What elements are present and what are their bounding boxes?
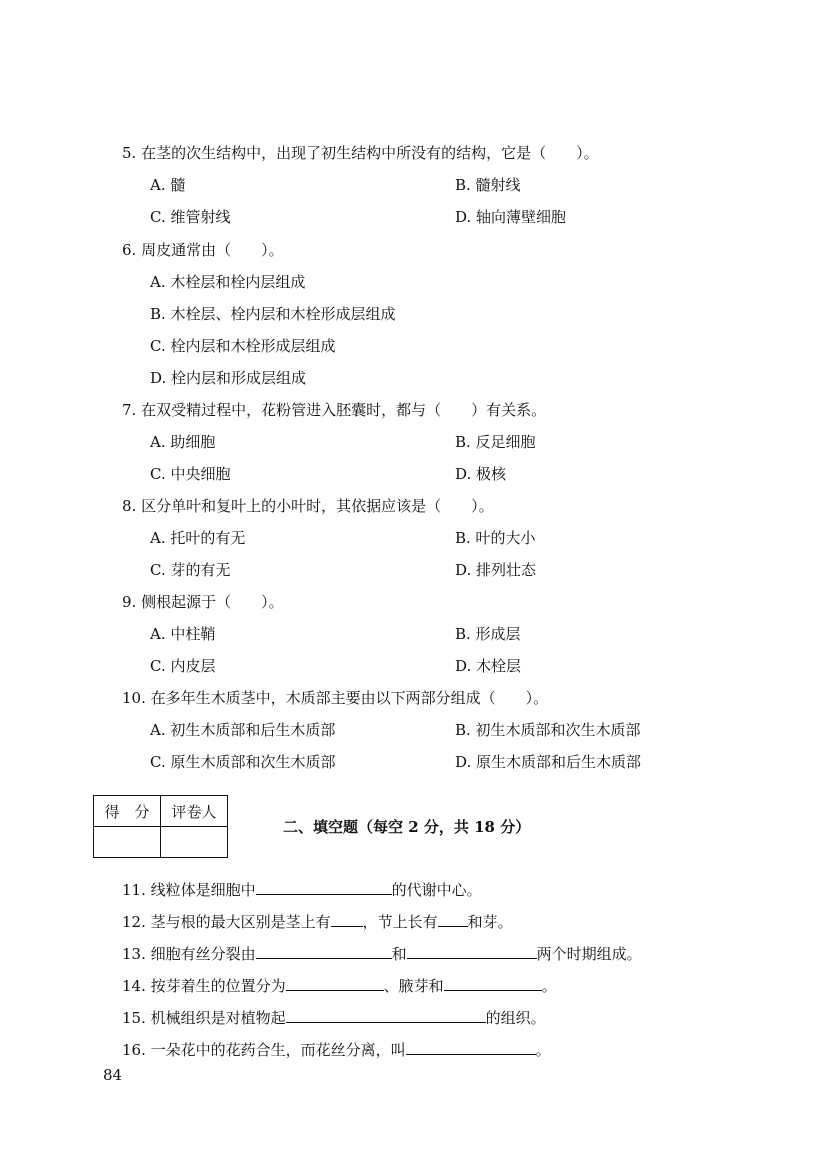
answer-blank[interactable] [407,944,537,959]
question-13-text: 13. 细胞有丝分裂由 [122,945,256,963]
question-11-text-end: 的代谢中心。 [391,881,482,899]
option-10b: B. 初生木质部和次生木质部 [455,721,641,739]
option-9d: D. 木栓层 [455,657,522,675]
option-10d: D. 原生木质部和后生木质部 [455,753,642,771]
answer-blank[interactable] [256,944,392,959]
question-9: 9. 侧根起源于（ ）。 [122,593,284,611]
question-14-text-end: 。 [541,977,557,995]
question-14 [122,976,557,996]
question-12 [122,912,513,932]
question-12-text-end: 和芽。 [467,913,513,931]
score-label: 得 分 [94,796,161,827]
section-2-title: 二、填空题（每空 2 分，共 18 分） [283,818,531,836]
answer-blank[interactable] [286,976,384,991]
question-14-text: 14. 按芽着生的位置分为 [122,977,286,995]
answer-blank[interactable] [438,912,468,927]
option-5b: B. 髓射线 [455,176,521,194]
question-10: 10. 在多年生木质茎中，木质部主要由以下两部分组成（ ）。 [122,689,549,707]
answer-blank[interactable] [331,912,363,927]
score-cell[interactable] [94,827,161,858]
option-7c: C. 中央细胞 [150,465,231,483]
option-10c: C. 原生木质部和次生木质部 [150,753,336,771]
option-5a: A. 髓 [150,176,186,194]
grader-label: 评卷人 [161,796,228,827]
option-6d: D. 栓内层和形成层组成 [150,369,307,387]
answer-blank[interactable] [406,1040,536,1055]
option-6c: C. 栓内层和木栓形成层组成 [150,337,336,355]
option-6b: B. 木栓层、栓内层和木栓形成层组成 [150,305,396,323]
question-16 [122,1040,551,1060]
question-16-text: 16. 一朵花中的花药合生，而花丝分离，叫 [122,1041,406,1059]
option-7d: D. 极核 [455,465,507,483]
question-11 [122,880,482,900]
question-12-text-mid: ，节上长有 [362,913,438,931]
score-box [93,795,228,858]
grader-cell[interactable] [161,827,228,858]
question-13-text-mid: 和 [391,945,407,963]
option-10a: A. 初生木质部和后生木质部 [150,721,336,739]
option-7a: A. 助细胞 [150,433,216,451]
page-number: 84 [103,1066,123,1084]
question-15-text-end: 的组织。 [485,1009,546,1027]
option-9a: A. 中柱鞘 [150,625,216,643]
option-9c: C. 内皮层 [150,657,216,675]
option-8d: D. 排列壮态 [455,561,537,579]
question-8: 8. 区分单叶和复叶上的小叶时，其依据应该是（ ）。 [122,497,494,515]
option-9b: B. 形成层 [455,625,521,643]
option-8c: C. 芽的有无 [150,561,231,579]
question-14-text-mid: 、腋芽和 [383,977,444,995]
question-13-text-end: 两个时期组成。 [536,945,642,963]
answer-blank[interactable] [286,1008,486,1023]
option-6a: A. 木栓层和栓内层组成 [150,273,306,291]
option-8b: B. 叶的大小 [455,529,536,547]
question-5: 5. 在茎的次生结构中，出现了初生结构中所没有的结构，它是（ ）。 [122,144,599,162]
answer-blank[interactable] [444,976,542,991]
option-5c: C. 维管射线 [150,208,231,226]
question-13 [122,944,642,964]
question-16-text-end: 。 [535,1041,551,1059]
option-8a: A. 托叶的有无 [150,529,246,547]
question-12-text: 12. 茎与根的最大区别是茎上有 [122,913,331,931]
option-7b: B. 反足细胞 [455,433,536,451]
question-6: 6. 周皮通常由（ ）。 [122,241,284,259]
question-15 [122,1008,546,1028]
answer-blank[interactable] [256,880,392,895]
question-7: 7. 在双受精过程中，花粉管进入胚囊时，都与（ ）有关系。 [122,401,547,419]
question-15-text: 15. 机械组织是对植物起 [122,1009,286,1027]
option-5d: D. 轴向薄壁细胞 [455,208,567,226]
question-11-text: 11. 线粒体是细胞中 [122,881,256,899]
